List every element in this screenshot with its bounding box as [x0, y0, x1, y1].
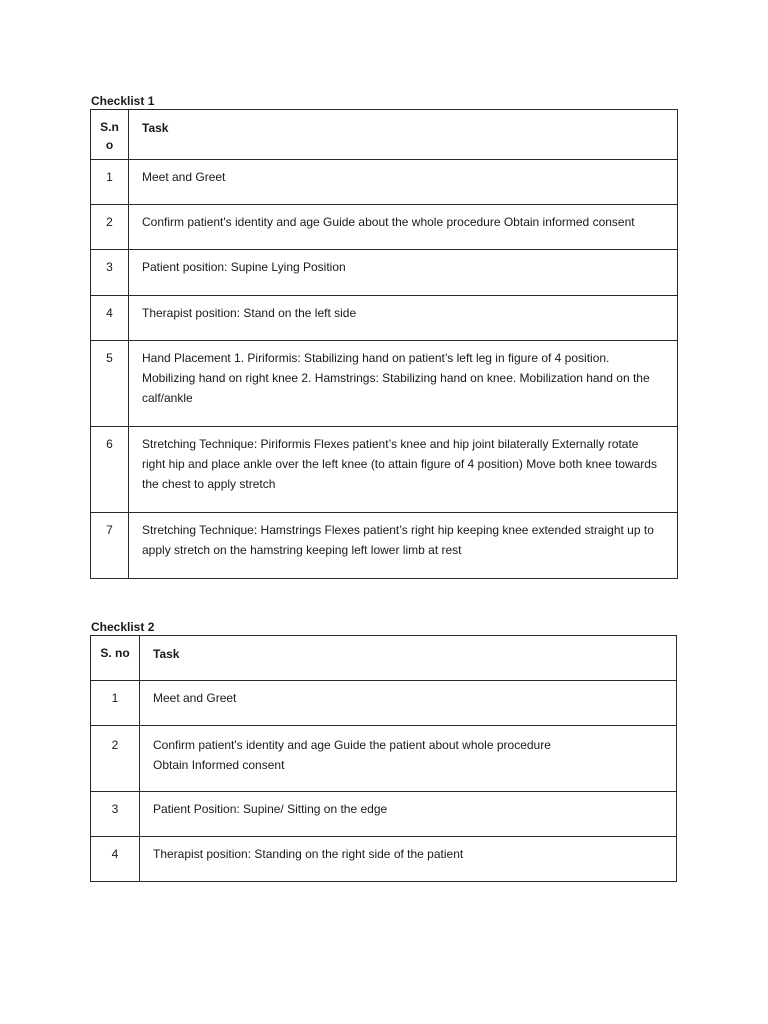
table-row: [91, 837, 677, 882]
table-header-row: [91, 110, 678, 160]
row-number: 2: [91, 205, 129, 250]
row-number: 6: [91, 427, 129, 513]
table-header-row: [91, 636, 677, 681]
checklist-1-table: [90, 109, 678, 579]
row-task: Therapist position: Standing on the right side of the patient: [140, 837, 677, 882]
row-task: Hand Placement 1. Piriformis: Stabilizing hand on patient’s left leg in figure of 4 position. Mobilizing hand on right knee 2. Hamstrings: Stabilizing hand on knee. Mobilization hand on the calf/ankle: [129, 341, 678, 427]
row-number: 3: [91, 792, 140, 837]
row-task: Confirm patient's identity and age Guide the patient about whole procedure Obtain Informed consent: [140, 726, 677, 792]
task-header: Task: [129, 110, 678, 160]
table-row: [91, 205, 678, 250]
row-number: 4: [91, 837, 140, 882]
table-row: [91, 513, 678, 579]
sno-header: S.no: [91, 110, 129, 160]
row-number: 3: [91, 250, 129, 296]
checklist-1-caption: Checklist 1: [91, 94, 155, 108]
row-number: 5: [91, 341, 129, 427]
row-task: Stretching Technique: Piriformis Flexes patient’s knee and hip joint bilaterally Externally rotate right hip and place ankle over the left knee (to attain figure of 4 position) Move both knee towards the chest to apply stretch: [129, 427, 678, 513]
row-task: Patient Position: Supine/ Sitting on the edge: [140, 792, 677, 837]
table-row: [91, 427, 678, 513]
row-task: Confirm patient's identity and age Guide about the whole procedure Obtain informed consent: [129, 205, 678, 250]
table-row: [91, 160, 678, 205]
row-number: 2: [91, 726, 140, 792]
row-task: Stretching Technique: Hamstrings Flexes patient’s right hip keeping knee extended straight up to apply stretch on the hamstring keeping left lower limb at rest: [129, 513, 678, 579]
checklist-2-table: [90, 635, 677, 882]
row-task: Therapist position: Stand on the left side: [129, 296, 678, 341]
table-row: [91, 296, 678, 341]
row-number: 4: [91, 296, 129, 341]
table-row: [91, 792, 677, 837]
task-header: Task: [140, 636, 677, 681]
table-row: [91, 726, 677, 792]
row-task: Meet and Greet: [140, 681, 677, 726]
row-number: 1: [91, 681, 140, 726]
row-number: 7: [91, 513, 129, 579]
table-row: [91, 250, 678, 296]
row-task: Meet and Greet: [129, 160, 678, 205]
checklist-2-caption: Checklist 2: [91, 620, 155, 634]
sno-header: S. no: [91, 636, 140, 681]
table-row: [91, 681, 677, 726]
row-task: Patient position: Supine Lying Position: [129, 250, 678, 296]
row-number: 1: [91, 160, 129, 205]
table-row: [91, 341, 678, 427]
